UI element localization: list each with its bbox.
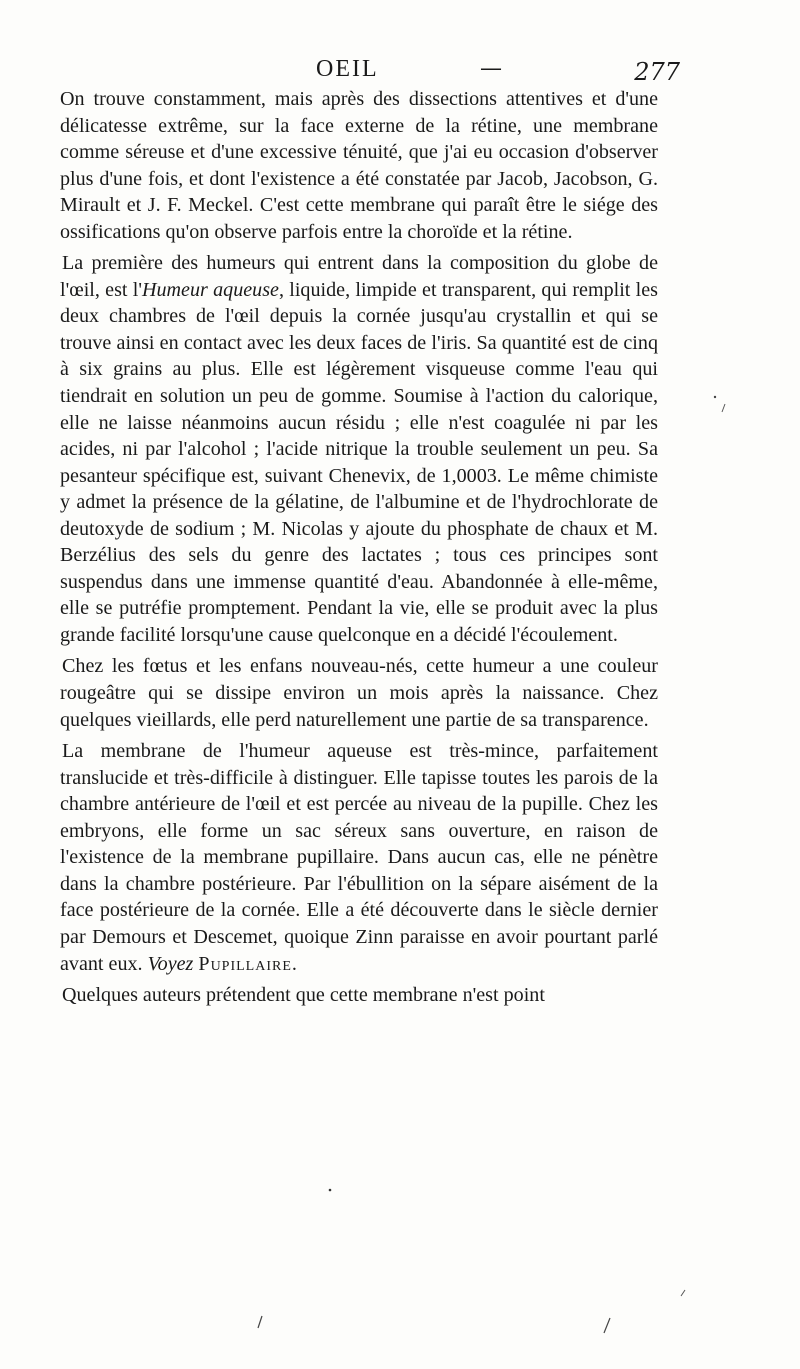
text-run: La membrane de l'humeur aqueuse est très-mince, parfaitement translucide et très-difficile à distinguer. Elle tapisse toutes les parois de la chambre antérieure de l'œil et est percée au niveau de la pupille. Chez les embryons, elle forme un sac séreux sans ouverture, en raison de l'existence de la membrane pupillaire. Dans aucun cas, elle ne pénètre dans la chambre postérieure. Par l'ébullition on la sépare aisément de la face postérieure de la cornée. Elle a été découverte dans le siècle dernier par Demours et Descemet, quoique Zinn paraisse en avoir pourtant parlé avant eux. <box>60 740 658 975</box>
paragraph-p3 <box>60 653 658 733</box>
italic-text: Voyez <box>147 952 194 975</box>
header-dash: — <box>480 56 502 81</box>
paragraph-p5 <box>60 982 658 1009</box>
paragraph-p1 <box>60 86 658 245</box>
body-text <box>60 86 658 1014</box>
paragraph-p2 <box>60 250 658 648</box>
page-header <box>60 56 680 88</box>
text-run: Chez les fœtus et les enfans nouveau-nés, cette humeur a une couleur rougeâtre qui se dissipe environ un mois après la naissance. Chez quelques vieillards, elle perd naturellement une partie de sa transparence. <box>60 655 658 731</box>
paragraph-p4 <box>60 738 658 977</box>
italic-text: Humeur aqueuse <box>141 278 279 301</box>
small-caps-text: Pupillaire. <box>198 952 298 975</box>
text-run: La première des humeurs qui entrent dans la composition du globe de l'œil, est l' <box>60 252 658 301</box>
text-run: On trouve constamment, mais après des dissections attentives et d'une délicatesse extrême, sur la face externe de la rétine, une membrane comme séreuse et d'une excessive ténuité, que j'ai eu occasion d'observer plus d'une fois, et dont l'existence a été constatée par Jacob, Jacobson, G. Mirault et J. F. Meckel. C'est cette membrane qui paraît être le siége des ossifications qu'on observe parfois entre la choroïde et la rétine. <box>60 88 658 243</box>
text-run: , liquide, limpide et transparent, qui remplit les deux chambres de l'œil depuis la cornée jusqu'au crystallin et qui se trouve ainsi en contact avec les deux faces de l'iris. Sa quantité est de cinq à six grains au plus. Elle est légèrement visqueuse comme l'eau qui tiendrait en solution un peu de gomme. Soumise à l'action du calorique, elle ne laisse néanmoins aucun résidu ; elle n'est coagulée ni par les acides, ni par l'alcohol ; l'acide nitrique la trouble seulement un peu. Sa pesanteur spécifique est, suivant Chenevix, de 1,0003. Le même chimiste y admet la présence de la gélatine, de l'albumine et de l'hydrochlorate de deutoxyde de sodium ; M. Nicolas y ajoute du phosphate de chaux et M. Berzélius des sels du genre des lactates ; tous ces principes sont suspendus dans une immense quantité d'eau. Abandonnée à elle-même, elle se putréfie promptement. Pendant la vie, elle se produit avec la plus grande facilité lorsqu'une cause quelconque en a décidé l'écoulement. <box>60 278 658 646</box>
text-run: Quelques auteurs prétendent que cette membrane n'est point <box>62 984 545 1007</box>
page-number: 277 <box>634 58 680 86</box>
running-head: OEIL <box>316 56 379 82</box>
